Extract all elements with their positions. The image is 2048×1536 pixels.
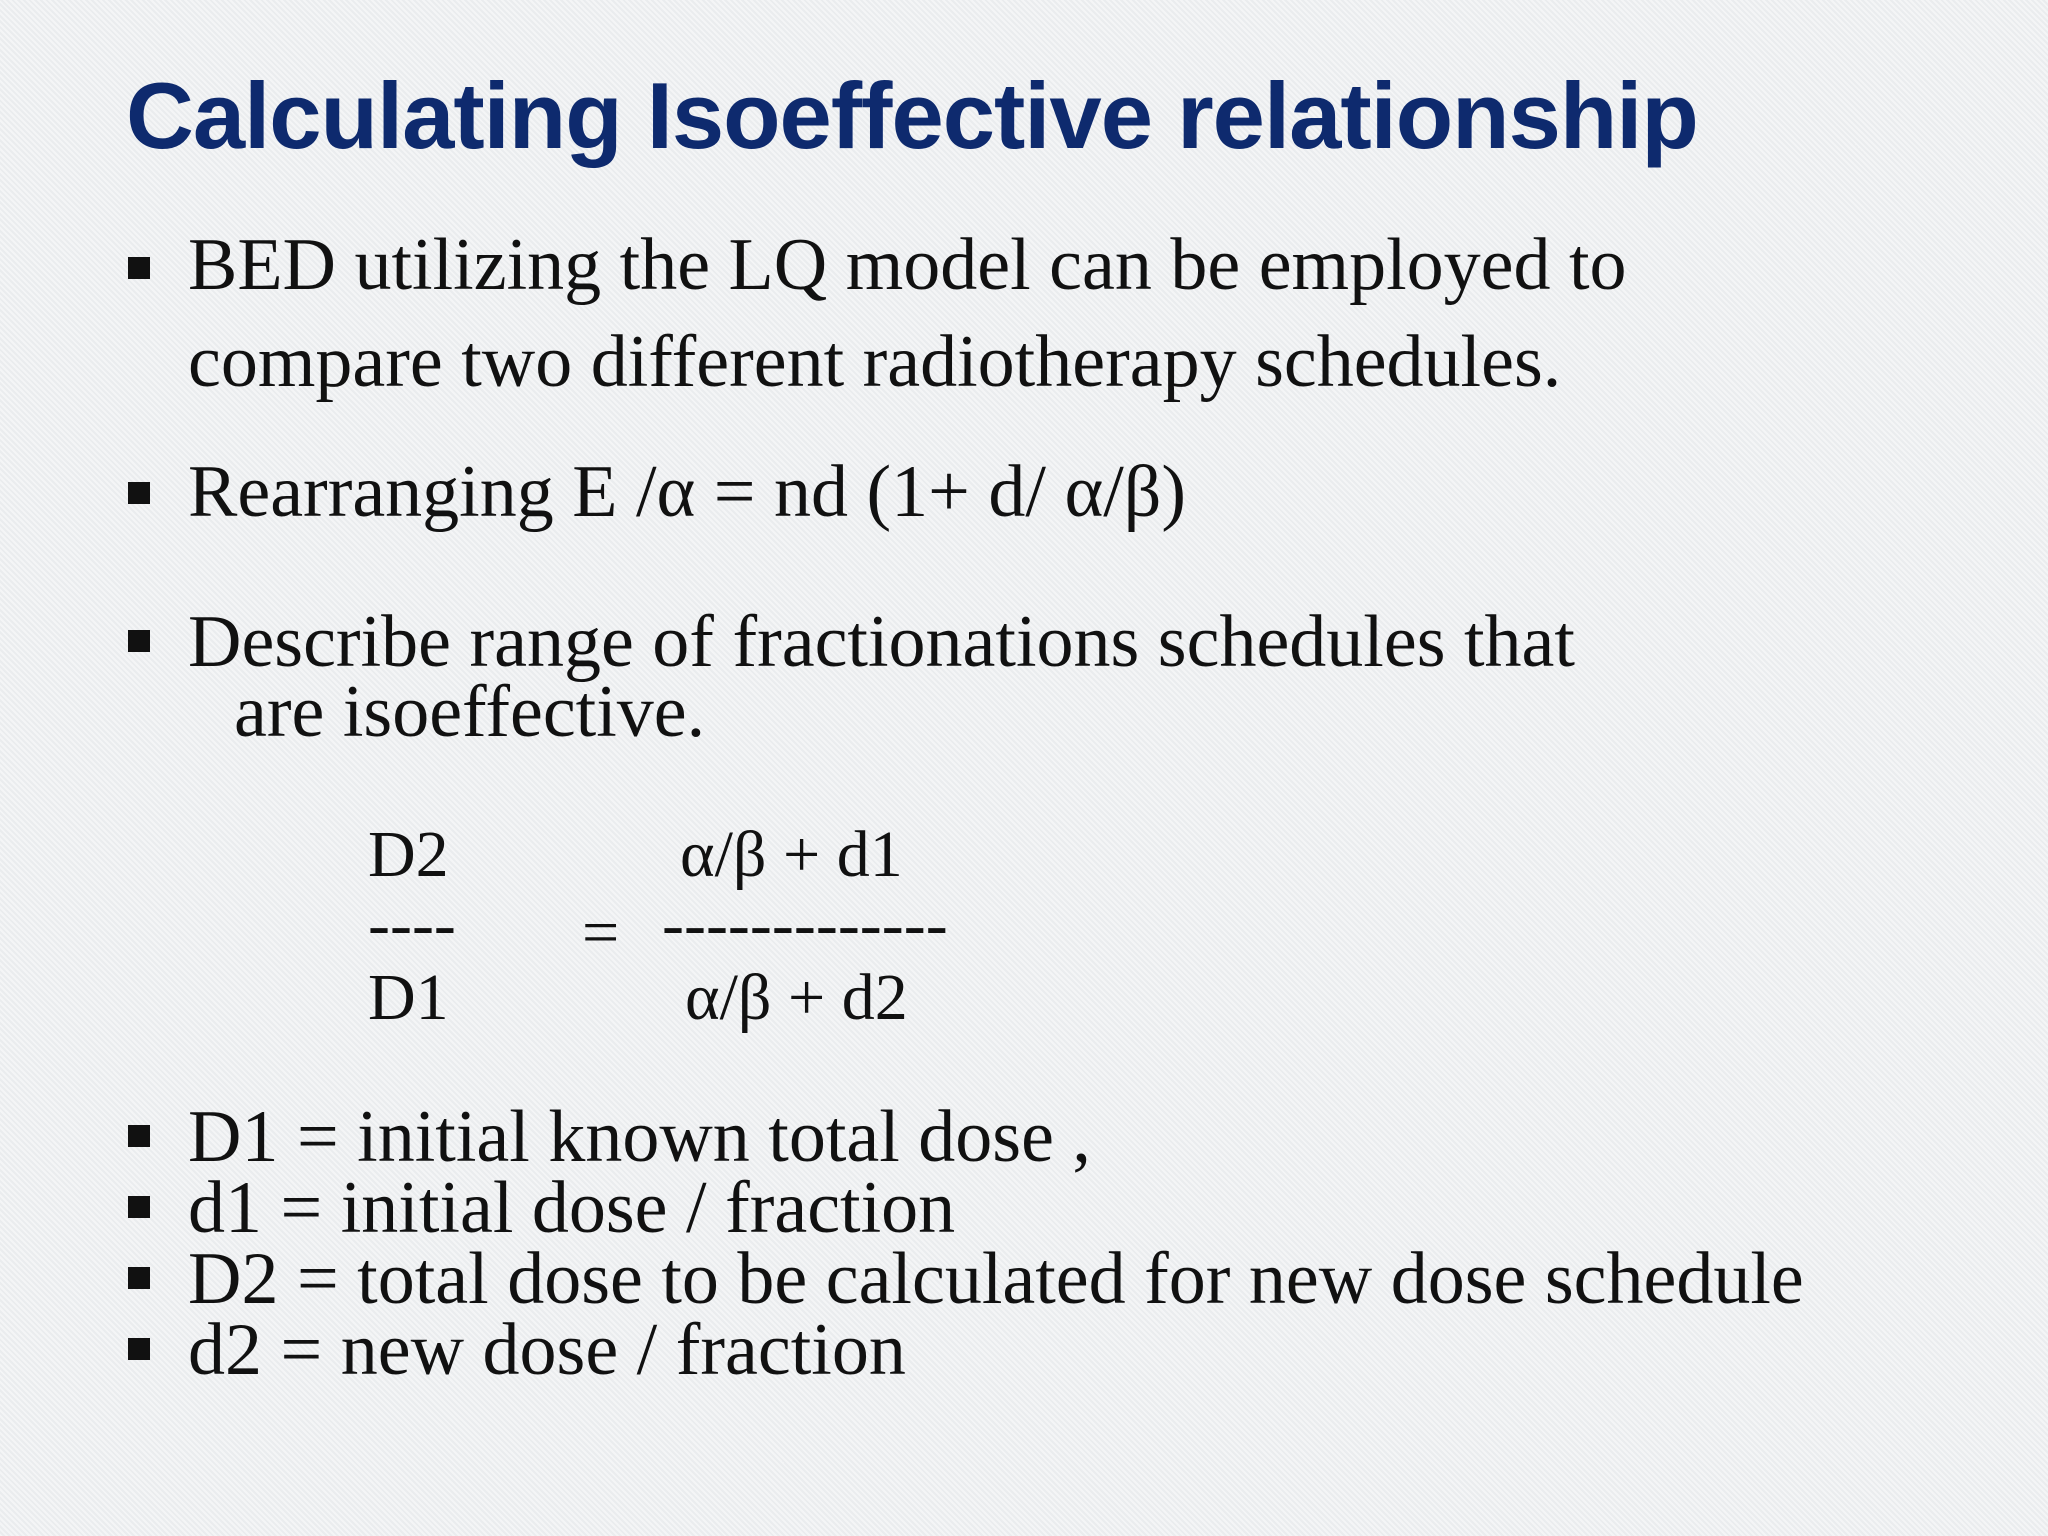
bullet-icon [128, 1338, 150, 1360]
bullet-3-line-2: are isoeffective. [234, 671, 706, 753]
bullet-3-line-1: Describe range of fractionations schedules that [188, 601, 1575, 683]
bullet-icon [128, 1267, 150, 1289]
definition-D2: D2 = total dose to be calculated for new dose schedule [188, 1238, 1804, 1320]
equation-rhs-denominator: α/β + d2 [685, 961, 908, 1034]
equation-lhs-denominator: D1 [368, 961, 449, 1034]
slide-title: Calculating Isoeffective relationship [126, 63, 1698, 168]
bullet-1-line-1: BED utilizing the LQ model can be employed to [188, 224, 1627, 306]
bullet-icon [128, 1196, 150, 1218]
bullet-1-line-2: compare two different radiotherapy schedules. [188, 321, 1562, 403]
bullet-2-text: Rearranging E /α = nd (1+ d/ α/β) [188, 451, 1187, 533]
bullet-icon [128, 1125, 150, 1147]
definition-d2: d2 = new dose / fraction [188, 1309, 906, 1391]
equation-rhs-fraction-bar: ------------- [662, 888, 948, 961]
bullet-icon [128, 482, 150, 504]
definition-D1: D1 = initial known total dose , [188, 1096, 1091, 1178]
equation-lhs-numerator: D2 [368, 818, 449, 891]
definition-d1: d1 = initial dose / fraction [188, 1167, 956, 1249]
bullet-icon [128, 630, 150, 652]
bullet-icon [128, 257, 150, 279]
equation-equals-sign: = [582, 896, 620, 969]
equation-rhs-numerator: α/β + d1 [680, 818, 903, 891]
equation-lhs-fraction-bar: ---- [368, 888, 456, 961]
